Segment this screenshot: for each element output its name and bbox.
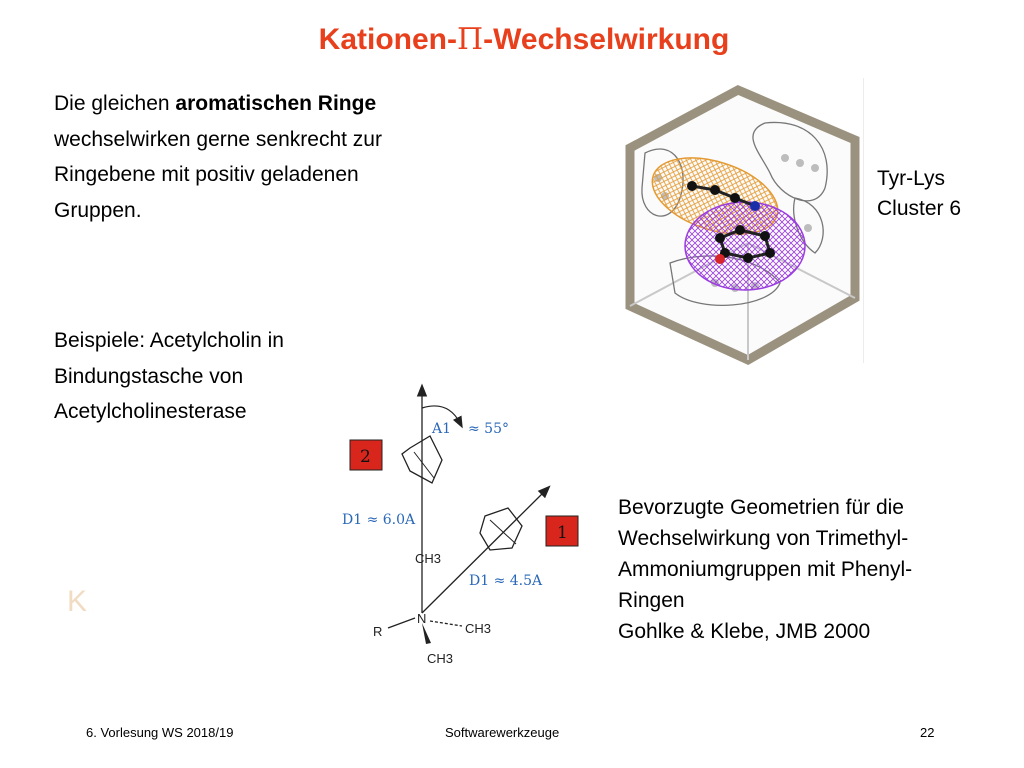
r-group: R bbox=[373, 624, 383, 639]
pi-symbol: Π bbox=[456, 22, 484, 57]
intro-line-2: wechselwirken gerne senkrecht zur bbox=[54, 127, 382, 151]
geometry-caption-line-2: Wechselwirkung von Trimethyl- bbox=[618, 527, 909, 550]
badge-2-label: 2 bbox=[360, 447, 371, 467]
cluster-caption-line-2: Cluster 6 bbox=[877, 197, 962, 220]
ch3-bond-right bbox=[430, 621, 462, 626]
title-prefix: Kationen- bbox=[318, 23, 457, 56]
r-bond bbox=[388, 618, 415, 628]
distance-bottom: D1 ≈ 4.5A bbox=[469, 573, 543, 589]
geometry-caption-line-4: Ringen bbox=[618, 589, 685, 612]
geometry-caption bbox=[618, 492, 998, 647]
figure-separator bbox=[863, 78, 864, 363]
intro-line-1-plain: Die gleichen bbox=[54, 92, 176, 115]
footer-lecture: 6. Vorlesung WS 2018/19 bbox=[86, 725, 234, 740]
cluster-figure bbox=[620, 78, 870, 368]
angle-value: ≈ 55° bbox=[468, 421, 509, 437]
n-atom: N bbox=[417, 611, 427, 626]
angle-label: A1 bbox=[432, 421, 452, 437]
footer-page-number: 22 bbox=[920, 725, 935, 740]
footer-course: Softwarewerkzeuge bbox=[445, 725, 560, 740]
examples-line-3: Acetylcholinesterase bbox=[54, 400, 247, 423]
ch3-right: CH3 bbox=[465, 621, 492, 636]
geometry-caption-line-1: Bevorzugte Geometrien für die bbox=[618, 496, 904, 519]
geometry-diagram bbox=[330, 378, 590, 678]
examples-line-1: Beispiele: Acetylcholin in bbox=[54, 329, 284, 352]
intro-line-1 bbox=[54, 86, 494, 122]
intro-line-4: Gruppen. bbox=[54, 198, 142, 222]
examples-line-2: Bindungstasche von bbox=[54, 364, 244, 388]
intro-line-3: Ringebene mit positiv geladenen bbox=[54, 163, 359, 186]
geometry-caption-line-3: Ammoniumgruppen mit Phenyl- bbox=[618, 558, 913, 581]
title-suffix: -Wechselwirkung bbox=[483, 23, 730, 56]
geometry-caption-line-5: Gohlke & Klebe, JMB 2000 bbox=[618, 620, 871, 643]
stray-letter: K bbox=[67, 585, 88, 618]
purple-mesh bbox=[685, 202, 805, 290]
badge-1-label: 1 bbox=[557, 523, 568, 543]
ch3-bond-bottom bbox=[422, 623, 431, 644]
ch3-top: CH3 bbox=[415, 551, 442, 566]
intro-text bbox=[54, 86, 494, 228]
slide-title bbox=[0, 22, 1024, 57]
cluster-caption bbox=[877, 164, 961, 224]
distance-top: D1 ≈ 6.0A bbox=[342, 512, 416, 528]
intro-line-1-bold: aromatischen Ringe bbox=[175, 92, 377, 115]
ch3-bottom: CH3 bbox=[427, 651, 454, 666]
cluster-caption-line-1: Tyr-Lys bbox=[877, 167, 946, 190]
